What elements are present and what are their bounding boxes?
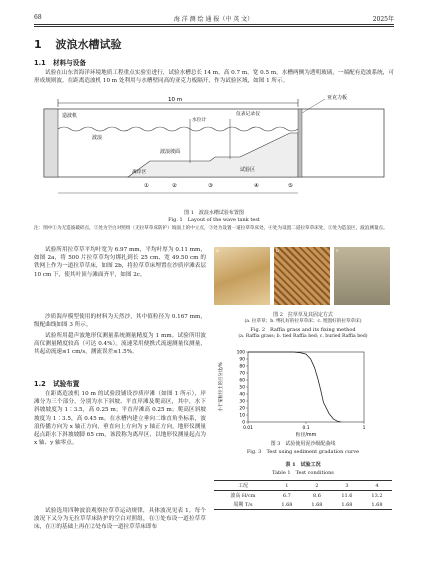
y-tick-label: 100 [236, 350, 245, 356]
table-row [214, 500, 392, 510]
gradation-chart [214, 346, 392, 438]
fig3-caption-en: Fig. 3 Test using sediment gradation curve [246, 449, 360, 455]
photo-b-label: b [276, 248, 280, 254]
marker-4: ④ [254, 183, 259, 189]
section-heading [34, 36, 122, 52]
wave-tank-diagram [40, 93, 392, 205]
conditions-table [214, 480, 392, 510]
table1-title-en: Table 1 Test conditions [272, 470, 334, 476]
y-tick-label: 20 [239, 406, 245, 412]
journal-year: 2025年 [372, 16, 394, 23]
acrylic-plate [298, 109, 302, 177]
y-tick-label: 30 [239, 399, 245, 405]
photo-tied-bed [274, 247, 330, 305]
plot-frame [248, 352, 364, 422]
fig2-caption-cn: 图 2 拉草草及其固定方式 [273, 312, 333, 318]
photo-a-label: a [216, 248, 219, 254]
header-rule-thin [34, 26, 394, 27]
journal-title: 海 洋 测 绘 通 报（中 英 文） [173, 16, 254, 23]
gradation-curve [248, 352, 341, 422]
left-paragraph-1: 试验所用拉草草平均叶宽为 6.97 mm，平均叶厚为 0.11 mm，如图 2a，将 500 片拉草草均匀绑扎到长 25 cm、宽 49.50 cm 的铁网上作为一道拉草草床，如图 2b，将拉草草床埋置在沙质岸滩表层 10 cm 下，使其叶顶与滩面齐平，如图 2c。 [34, 247, 206, 278]
table1-title-cn: 表 1 试验工况 [285, 462, 321, 468]
fig1-caption-en: Fig. 1 Layout of the wave tank test [168, 217, 260, 223]
table-header-cell: 2 [315, 482, 319, 489]
section-number: 1 [34, 38, 42, 51]
y-axis-label: 小于某粒径土的百分比/% [219, 362, 224, 412]
left-paragraph-4: 在距离造波机 10 m 的试验段铺设沙质岸滩（如图 1 所示），岸滩分为三个部分，分别为水下斜坡、平直岸滩及爬高区，其中，水下斜坡坡度为 1∶3.5，高 0.25 m；平直岸滩高 0.25 m；爬高区斜坡坡度为 1∶3.5，高 0.45 m。在水槽内建立垂向二维直角坐标系，波浪传播方向为 x 轴正方向，垂直向上方向为 y 轴正方向，地形仪测量起点距水下斜坡坡脚 65 cm，该段称为离岸区，以地形仪测量起点为 x 轴、y 轴零点。 [34, 391, 206, 447]
marker-2: ② [172, 183, 177, 189]
subsection-heading [34, 57, 86, 67]
table-cell: 6.7 [282, 492, 291, 499]
photo-buried-bed [334, 247, 390, 305]
photo-c-label: c [336, 248, 339, 254]
table-header-row [214, 481, 392, 491]
fig2-photos [214, 247, 392, 307]
marker-5: ⑤ [288, 183, 293, 189]
table1 [214, 480, 392, 510]
table-header-cell: 3 [345, 482, 349, 489]
subsection-heading-2 [34, 378, 79, 388]
left-paragraph-3: 试验所用超声波地形仪测量系统测量精度为 1 mm。试验所用波高仪测量精度较高（可达 0.4%）。流速采用便携式流速测量仪测量，其起动流速≤1 cm/s，测流误差≤1.5%。 [34, 333, 206, 356]
marker-1: ① [144, 183, 149, 189]
fig3-caption-cn: 图 3 试验使用泥沙级配曲线 [270, 441, 336, 447]
table-cell: 波高 H/cm [230, 493, 256, 499]
y-tick-label: 90 [239, 357, 245, 363]
y-tick-label: 60 [239, 378, 245, 384]
table-header-cell: 工况 [237, 483, 248, 489]
wave-label: 波浪 [92, 135, 103, 141]
x-axis-label: 粒径/mm [295, 433, 317, 438]
slope-label: 波浪坡面 [160, 149, 181, 155]
subsection-title-2: 试验布置 [52, 380, 80, 388]
table-cell: 1.68 [371, 501, 383, 508]
table-header-cell: 1 [285, 482, 289, 489]
table-cell: 13.2 [371, 492, 383, 499]
x-tick-label: 1 [362, 426, 366, 431]
table-cell: 1.68 [281, 501, 293, 508]
fig1-note: 注：图中①为无造波破碎点，②处为空白对照组（无拉草草床防护）坡面上的中立点，③处为设置一道拉草草床处，④处为设置二道拉草草床处，⑤处为造浪区，波浪测量点。 [34, 226, 388, 231]
wave-maker-block [44, 109, 58, 177]
y-tick-label: 70 [239, 371, 245, 377]
x-tick-label: 0.1 [302, 426, 310, 431]
y-tick-label: 80 [239, 364, 245, 370]
fig1-caption-cn: 图 1 波浪水槽试验布置图 [184, 210, 244, 216]
test-zone-label: 试验区 [240, 167, 256, 173]
page-number: 68 [34, 14, 42, 21]
acrylic-label: 亚克力板 [327, 95, 348, 101]
table-cell: 1.68 [311, 501, 323, 508]
marker-3: ③ [208, 183, 213, 189]
zone-offshore-label: 离岸区 [132, 170, 147, 175]
y-tick-label: 50 [239, 385, 245, 391]
fig2-caption-en-sub: (a. Raffia grass; b. tied Raffia bed; c. buried Raffia bed) [238, 334, 368, 339]
length-label: 10 m [168, 97, 183, 103]
table-cell: 8.6 [312, 492, 321, 499]
subsection-number: 1.1 [34, 59, 46, 67]
table-cell: 周期 T/s [233, 502, 253, 508]
fig2-caption-cn-sub: (a. 拉草草；b. 绑扎好的拉草草床；c. 埋置好的拉草草床) [244, 319, 362, 324]
table-cell: 11.6 [341, 492, 353, 499]
subsection-title: 材料与设备 [52, 59, 86, 67]
table-header-cell: 4 [375, 482, 379, 489]
fig2-caption-en: Fig. 2 Raffia grass and its fixing method [250, 327, 356, 333]
beach-profile [128, 133, 298, 177]
table-cell: 1.68 [341, 501, 353, 508]
table-row [214, 491, 392, 501]
recorder-label: 仪表记录仪 [236, 112, 260, 117]
section-title: 波浪水槽试验 [55, 38, 122, 51]
y-tick-label: 0 [242, 420, 245, 426]
intro-paragraph: 试验在山东省海洋环境地质工程重点实验室进行，试验水槽总长 14 m，高 0.7 m，宽 0.5 m，水槽两侧为透明玻璃，一端配有造波系统，可形成规则波。在距离造波机 10 m 处利用与水槽壁同高的亚克力板隔开，作为试验区域，如图 1 所示。 [34, 70, 394, 85]
left-paragraph-5: 试验选用四种波浪观察拉草草运动规律，具体波况见表 1。每个波况下又分为无拉草草床防护的空白对照组，在①处布设一道拉草草床，在①的基础上再在②处布设一道拉草草床即布 [34, 508, 206, 531]
left-paragraph-2: 沙质海岸模型使用的材料为天然沙，其中值粒径为 0.167 mm，级配曲线如图 3 所示。 [34, 314, 206, 329]
x-tick-label: 0.01 [243, 426, 253, 431]
photo-raffia-grass [214, 247, 270, 305]
gauge-label: 水位计 [192, 118, 207, 123]
y-tick-label: 40 [239, 392, 245, 398]
water-wave-line [58, 127, 298, 131]
subsection-number-2: 1.2 [34, 380, 46, 388]
y-tick-label: 10 [239, 413, 245, 419]
wave-maker-label: 造波机 [62, 113, 78, 119]
